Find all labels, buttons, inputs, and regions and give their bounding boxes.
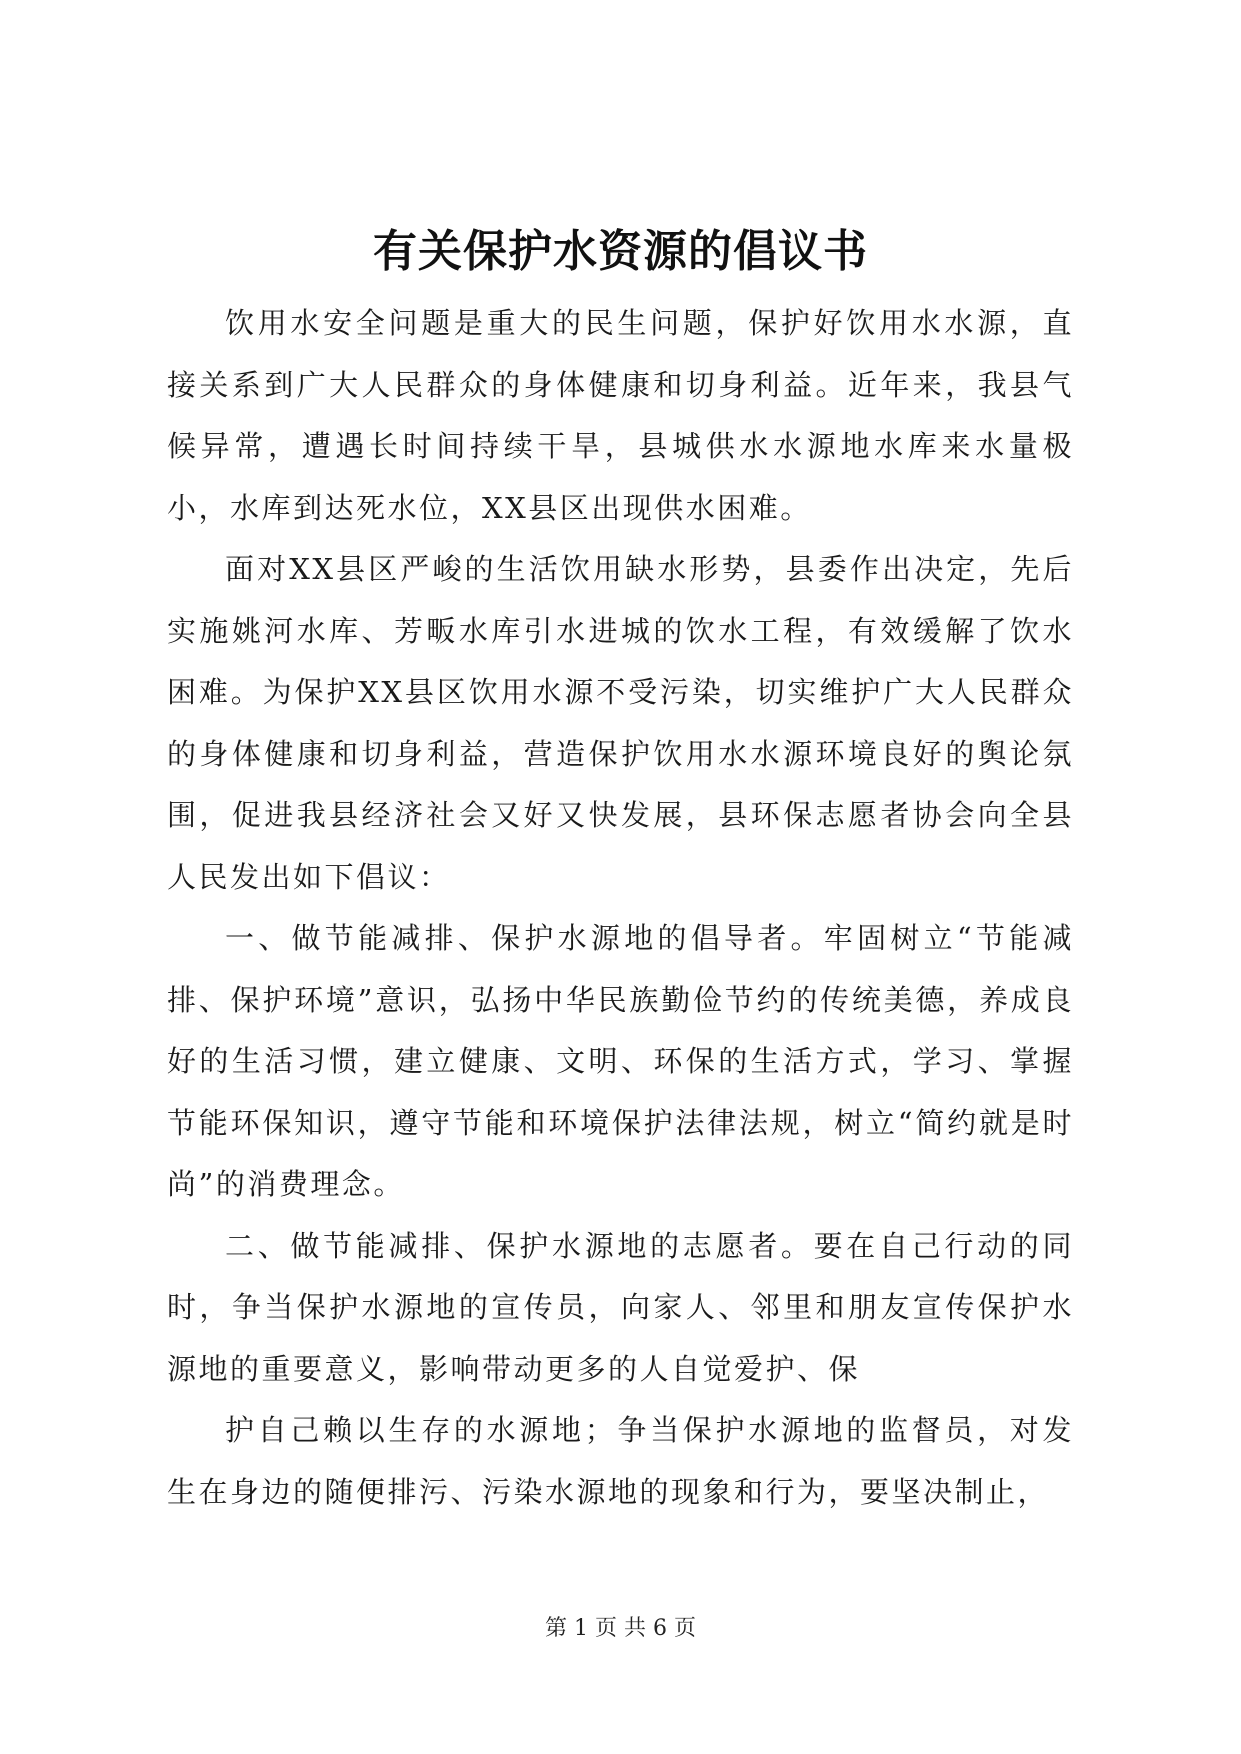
page-number-footer: 第 1 页 共 6 页 bbox=[545, 1616, 696, 1641]
paragraph-proposal-two-continued: 护自己赖以生存的水源地；争当保护水源地的监督员，对发生在身边的随便排污、污染水源地的现象和行为，要坚决制止， bbox=[167, 1413, 1074, 1509]
document-body bbox=[167, 293, 1074, 1523]
paragraph-proposal-one: 一、做节能减排、保护水源地的倡导者。牢固树立“节能减排、保护环境”意识，弘扬中华民族勤俭节约的传统美德，养成良好的生活习惯，建立健康、文明、环保的生活方式，学习、掌握节能环保知识，遵守节能和环境保护法律法规，树立“简约就是时尚”的消费理念。 bbox=[167, 921, 1074, 1201]
paragraph-drinking-water-safety: 饮用水安全问题是重大的民生问题，保护好饮用水水源，直接关系到广大人民群众的身体健康和切身利益。近年来，我县气候异常，遭遇长时间持续干旱，县城供水水源地水库来水量极小，水库到达死水位，XX县区出现供水困难。 bbox=[167, 306, 1074, 525]
paragraph-proposal-two: 二、做节能减排、保护水源地的志愿者。要在自己行动的同时，争当保护水源地的宣传员，向家人、邻里和朋友宣传保护水源地的重要意义，影响带动更多的人自觉爱护、保 bbox=[167, 1228, 1074, 1386]
document-title: 有关保护水资源的倡议书 bbox=[373, 226, 868, 277]
paragraph-county-decision: 面对XX县区严峻的生活饮用缺水形势，县委作出决定，先后实施姚河水库、芳畈水库引水进城的饮水工程，有效缓解了饮水困难。为保护XX县区饮用水源不受污染，切实维护广大人民群众的身体健康和切身利益，营造保护饮用水水源环境良好的舆论氛围，促进我县经济社会又好又快发展，县环保志愿者协会向全县人民发出如下倡议： bbox=[167, 552, 1074, 894]
